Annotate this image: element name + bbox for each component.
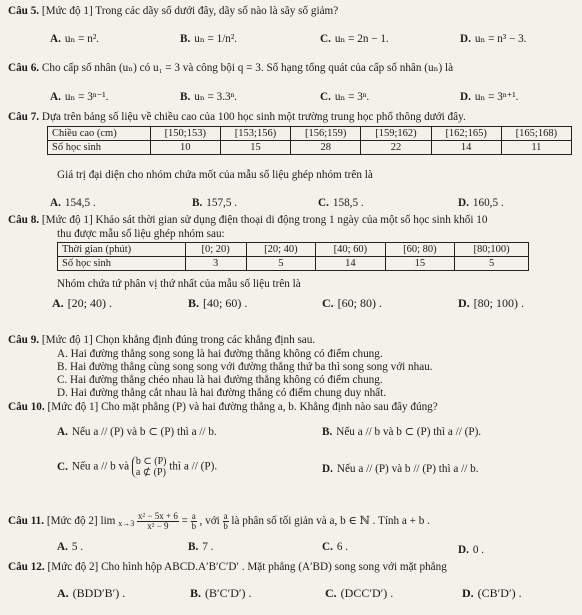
q5-option-b[interactable]: B. uₙ = 1/n². xyxy=(180,33,238,45)
q7-option-d[interactable]: D. 160,5 . xyxy=(458,197,504,209)
q8-options xyxy=(0,296,582,312)
q7-option-c[interactable]: C. 158,5 . xyxy=(318,197,364,209)
table-row xyxy=(48,141,572,155)
q11-label: Câu 11. xyxy=(8,515,45,528)
q11-limit-subscript: x→3 xyxy=(118,519,135,529)
table-cell: 10 xyxy=(150,141,220,155)
q12-text: [Mức độ 2] Cho hình hộp ABCD.A′B′C′D′ . Mặt phẳng (A′BD) song song với mặt phẳng xyxy=(47,561,447,573)
q9-label: Câu 9. xyxy=(8,334,40,346)
q10-option-b[interactable]: B. Nếu a // b và b ⊂ (P) thì a // (P). xyxy=(322,426,482,438)
q12-option-a[interactable]: A. (BDD′B′) . xyxy=(57,586,126,600)
q10-option-a[interactable]: A. Nếu a // (P) và b ⊂ (P) thì a // b. xyxy=(57,426,217,438)
q10-label: Câu 10. xyxy=(8,401,45,413)
q7-label: Câu 7. xyxy=(8,111,40,123)
q6-text: Cho cấp số nhân (uₙ) có u₁ = 3 và công bội q = 3. Số hạng tổng quát của cấp số nhân (uₙ) là xyxy=(41,62,454,74)
q8-table xyxy=(57,242,529,271)
q6-option-a[interactable]: A. uₙ = 3ⁿ⁻¹. xyxy=(50,91,109,103)
q12-option-b[interactable]: B. (B′C′D′) . xyxy=(190,586,252,600)
table-cell: 22 xyxy=(361,141,431,155)
table-cell: [159;162) xyxy=(361,127,431,141)
table-cell: 5 xyxy=(246,257,316,271)
q11-option-a[interactable]: A. 5 . xyxy=(57,541,84,553)
q6-label: Câu 6. xyxy=(8,62,40,74)
table-cell: [80;100) xyxy=(455,243,529,257)
table-head: Số học sinh xyxy=(48,141,151,155)
q12-option-c[interactable]: C. (DCC′D′) . xyxy=(325,586,394,600)
table-cell: [165;168) xyxy=(501,127,571,141)
q10-option-d[interactable]: D. Nếu a // (P) và b // (P) thì a // b. xyxy=(322,463,479,475)
q8-option-d[interactable]: D. [80; 100) . xyxy=(458,296,524,310)
table-cell: 15 xyxy=(385,257,455,271)
q6-options xyxy=(0,90,582,106)
table-cell: 15 xyxy=(220,141,290,155)
q8-text-continued: thu được mẫu số liệu ghép nhóm sau: xyxy=(57,228,225,240)
q10-text: [Mức độ 1] Cho mặt phẳng (P) và hai đường thẳng a, b. Khẳng định nào sau đây đúng? xyxy=(47,401,438,413)
q6-option-b[interactable]: B. uₙ = 3.3ⁿ. xyxy=(180,91,237,103)
q11-option-b[interactable]: B. 7 . xyxy=(188,541,214,553)
q5-option-c[interactable]: C. uₙ = 2n − 1. xyxy=(320,33,389,45)
table-cell: [20; 40) xyxy=(246,243,316,257)
q6-option-d[interactable]: D. uₙ = 3ⁿ⁺¹. xyxy=(460,91,519,103)
table-cell: [150;153) xyxy=(150,127,220,141)
q11-options xyxy=(0,540,582,556)
q5-text: [Mức độ 1] Trong các dãy số dưới đây, dãy số nào là sãy số giảm? xyxy=(41,5,339,17)
q7-stem xyxy=(8,110,466,124)
q7-option-b[interactable]: B. 157,5 . xyxy=(192,197,238,209)
q11-option-d[interactable]: D. 0 . xyxy=(458,544,485,556)
table-cell: [40; 60) xyxy=(316,243,386,257)
q10-options-row2 xyxy=(0,452,582,482)
q12-stem xyxy=(8,560,447,574)
table-head: Chiều cao (cm) xyxy=(48,127,151,141)
q8-option-c[interactable]: C. [60; 80) . xyxy=(322,296,382,310)
q8-stem xyxy=(8,213,488,227)
q7-text: Dựa trên bảng số liệu về chiều cao của 100 học sinh một trường trung học phổ thông dưới đây. xyxy=(41,111,466,123)
table-cell: 5 xyxy=(455,257,529,271)
q9-stem xyxy=(8,333,315,347)
q8-text: [Mức độ 1] Khảo sát thời gian sử dụng điện thoại di động trong 1 ngày của một số học sinh khối 10 xyxy=(41,214,488,226)
q7-caption: Giá trị đại diện cho nhóm chứa mốt của mẫu số liệu ghép nhóm trên là xyxy=(57,169,373,181)
table-row xyxy=(58,257,529,271)
q12-option-d[interactable]: D. (CB′D′) . xyxy=(462,586,522,600)
q12-options xyxy=(0,586,582,602)
q9-text: [Mức độ 1] Chọn khẳng định đúng trong các khẳng định sau. xyxy=(41,334,316,346)
q11-fraction-ab: $\frac{a}{b}$ xyxy=(191,511,196,531)
q11-fraction: $\frac{\text{x² − 5x + 6}}{\text{x² − 9}}$ xyxy=(137,511,178,531)
q5-options xyxy=(0,32,582,48)
q11-stem: Câu 11. [Mức độ 2] lim $_{x\to 3}$ $\frac{\text{x² − 5x + 6}}{\text{x² − 9}}$ = $\frac{a}{b}$ , với $\frac{a}{b}$ là phân số tối giản và a, b ∈ ℕ . Tính a + b . xyxy=(8,511,430,531)
q7-table xyxy=(47,126,572,155)
q5-label: Câu 5. xyxy=(8,5,40,17)
q9-option-c[interactable]: C. Hai đường thẳng chéo nhau là hai đường thẳng không có điểm chung. xyxy=(57,374,383,386)
q8-label: Câu 8. xyxy=(8,214,40,226)
q9-option-b[interactable]: B. Hai đường thẳng cùng song song với đường thẳng thứ ba thì song song với nhau. xyxy=(57,361,433,373)
table-row xyxy=(48,127,572,141)
table-cell: 14 xyxy=(431,141,501,155)
table-cell: 14 xyxy=(316,257,386,271)
q6-stem xyxy=(8,61,453,75)
table-cell: [153;156) xyxy=(220,127,290,141)
q6-option-c[interactable]: C. uₙ = 3ⁿ. xyxy=(320,91,370,103)
q10-stem xyxy=(8,400,438,414)
q7-option-a[interactable]: A. 154,5 . xyxy=(50,197,96,209)
table-cell: [60; 80) xyxy=(385,243,455,257)
q9-option-a[interactable]: A. Hai đường thẳng song song là hai đường thẳng không có điểm chung. xyxy=(57,348,383,360)
table-cell: [162;165) xyxy=(431,127,501,141)
q12-label: Câu 12. xyxy=(8,561,45,573)
q5-option-d[interactable]: D. uₙ = n³ − 3. xyxy=(460,33,527,45)
q8-option-a[interactable]: A. [20; 40) . xyxy=(52,296,112,310)
q10-option-c-conditions: b ⊂ (P) a ⊄ (P) xyxy=(132,456,167,478)
q10-option-c[interactable]: C. Nếu a // b và b ⊂ (P) a ⊄ (P) thì a // (P). xyxy=(57,456,218,478)
q8-caption: Nhóm chứa tứ phân vị thứ nhất của mẫu số liệu trên là xyxy=(57,278,301,290)
q11-option-c[interactable]: C. 6 . xyxy=(322,541,349,553)
q10-options-row1 xyxy=(0,425,582,441)
table-row xyxy=(58,243,529,257)
table-cell: 28 xyxy=(291,141,361,155)
q5-stem xyxy=(8,4,338,18)
table-cell: 11 xyxy=(501,141,571,155)
q5-option-a[interactable]: A. uₙ = n². xyxy=(50,33,99,45)
q8-option-b[interactable]: B. [40; 60) . xyxy=(188,296,248,310)
q9-option-d[interactable]: D. Hai đường thẳng cắt nhau là hai đường thẳng có điểm chung duy nhất. xyxy=(57,387,387,399)
table-cell: [0; 20) xyxy=(185,243,246,257)
table-cell: [156;159) xyxy=(291,127,361,141)
q7-options xyxy=(0,196,582,212)
table-head: Thời gian (phút) xyxy=(58,243,186,257)
table-cell: 3 xyxy=(185,257,246,271)
table-head: Số học sinh xyxy=(58,257,186,271)
q11-fraction-ab-2: $\frac{a}{b}$ xyxy=(223,511,228,531)
